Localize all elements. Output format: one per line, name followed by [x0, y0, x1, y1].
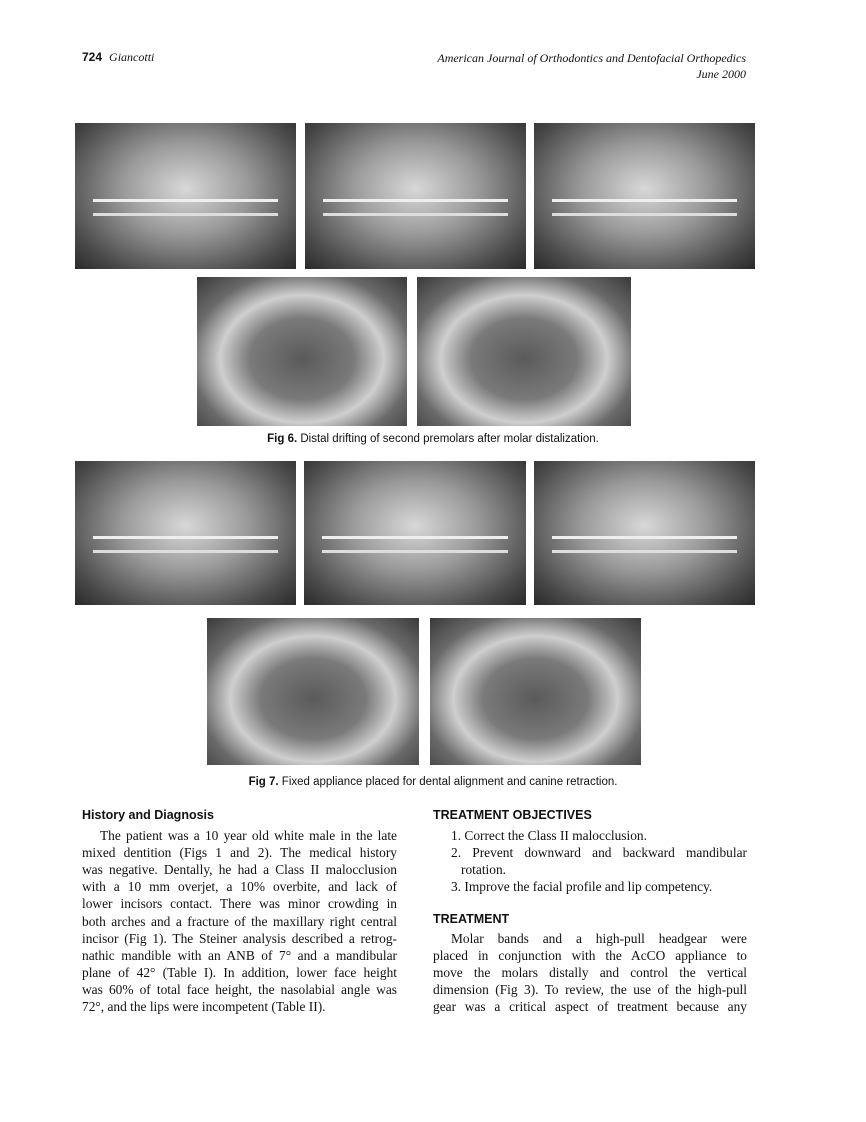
body-line: The patient was a 10 year old white male in the late [100, 828, 397, 843]
fig6-photo-upper-occlusal [197, 277, 407, 426]
fig7-caption-text: Fixed appliance placed for dental alignment and canine retraction. [281, 776, 618, 788]
running-head-left [82, 50, 154, 65]
journal-title: American Journal of Orthodontics and Dentofacial Orthopedics [437, 51, 746, 65]
body-line: was negative. Dentally, he had a Class II malocclusion [82, 862, 397, 878]
author: Giancotti [109, 50, 155, 64]
objectives-heading: TREATMENT OBJECTIVES [433, 808, 592, 822]
fig7-photo-upper-occlusal [207, 618, 419, 765]
fig6-caption-text: Distal drifting of second premolars after molar distalization. [300, 433, 599, 445]
body-line: 72°, and the lips were incompetent (Table II). [82, 999, 326, 1014]
objective-item: rotation. [461, 862, 506, 878]
body-line: mixed dentition (Figs 1 and 2). The medical history [82, 845, 397, 861]
treatment-heading: TREATMENT [433, 912, 510, 926]
fig6-photo-left-buccal [534, 123, 755, 269]
body-line: Molar bands and a high-pull headgear were [451, 931, 747, 946]
fig6-photo-right-buccal [75, 123, 296, 269]
body-line: both arches and a fracture of the maxillary right central [82, 913, 397, 929]
fig6-caption [0, 433, 866, 445]
body-line: incisor (Fig 1). The Steiner analysis described a retrog- [82, 930, 397, 946]
issue-date: June 2000 [696, 67, 746, 81]
fig6-photo-frontal [305, 123, 526, 269]
fig7-photo-right-buccal [75, 461, 296, 605]
body-line: placed in conjunction with the AcCO appliance to [433, 948, 747, 964]
page-number: 724 [82, 50, 103, 64]
fig7-photo-left-buccal [534, 461, 755, 605]
body-line: was 60% of total face height, the nasolabial angle was [82, 981, 397, 997]
objective-item: 1. Correct the Class II malocclusion. [451, 828, 647, 843]
body-line: move the molars distally and control the vertical [433, 965, 747, 981]
body-line: gear was a critical aspect of treatment because any [433, 999, 747, 1015]
body-line: dimension (Fig 3). To review, the use of the high-pull [433, 982, 747, 998]
fig7-photo-lower-occlusal [430, 618, 641, 765]
objective-item: 2. Prevent downward and backward mandibular [451, 845, 747, 861]
fig6-label: Fig 6. [267, 433, 298, 445]
objective-item: 3. Improve the facial profile and lip competency. [451, 879, 713, 895]
history-heading: History and Diagnosis [82, 808, 214, 822]
fig6-photo-lower-occlusal [417, 277, 631, 426]
fig7-photo-frontal [304, 461, 526, 605]
body-line: lower incisors contact. There was minor crowding in [82, 896, 397, 912]
body-line: plane of 42° (Table I). In addition, lower face height [82, 964, 397, 980]
body-line: with a 10 mm overjet, a 10% overbite, and lack of [82, 879, 397, 895]
body-line: nathic mandible with an ANB of 7° and a mandibular [82, 947, 397, 963]
running-head-right [437, 50, 746, 82]
fig7-caption [0, 776, 866, 788]
fig7-label: Fig 7. [248, 776, 279, 788]
